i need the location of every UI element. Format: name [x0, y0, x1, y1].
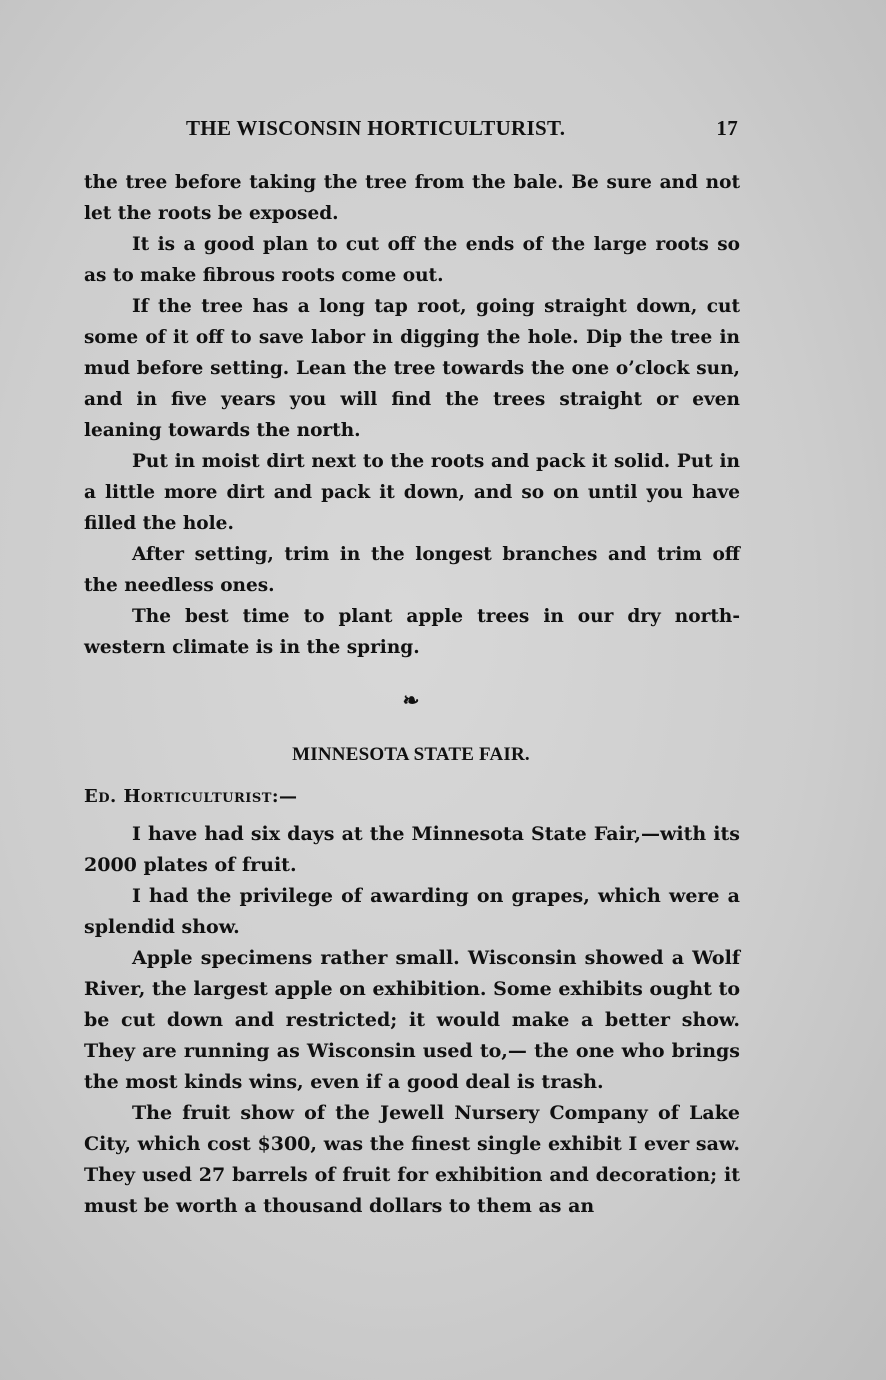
paragraph: The best time to plant apple trees in our dry north-western climate is in the spring.	[84, 606, 740, 658]
section-planting-text	[84, 167, 740, 663]
paragraph: The fruit show of the Jewell Nursery Company of Lake City, which cost $300, was the finest single exhibit I ever saw. They used 27 barrels of fruit for exhibition and decoration; it must be worth a thousand dollars to them as an	[84, 1102, 740, 1217]
section-heading: MINNESOTA STATE FAIR.	[292, 744, 530, 765]
salutation: Ed. Horticulturist:—	[84, 786, 298, 807]
running-head-title: THE WISCONSIN HORTICULTURIST.	[186, 116, 566, 140]
paragraph: If the tree has a long tap root, going straight down, cut some of it off to save labor in digging the hole. Dip the tree in mud before setting. Lean the tree towards the one o’clock sun, and in five years you will find the trees straight or even leaning towards the north.	[84, 296, 740, 441]
page-number: 17	[716, 116, 738, 140]
running-head	[186, 116, 746, 146]
paragraph: Put in moist dirt next to the roots and pack it solid. Put in a little more dirt and pack it down, and so on until you have filled the hole.	[84, 451, 740, 534]
paragraph: the tree before taking the tree from the bale. Be sure and not let the roots be exposed.	[84, 172, 740, 224]
paragraph: I had the privilege of awarding on grapes, which were a splendid show.	[84, 885, 740, 938]
ornament-icon: ❧	[402, 688, 420, 712]
paragraph: After setting, trim in the longest branches and trim off the needless ones.	[84, 544, 740, 596]
paragraph: I have had six days at the Minnesota State Fair,—with its 2000 plates of fruit.	[84, 823, 740, 876]
paragraph: Apple specimens rather small. Wisconsin showed a Wolf River, the largest apple on exhibition. Some exhibits ought to be cut down and restricted; it would make a better show. They are running as Wisconsin used to,— the one who brings the most kinds wins, even if a good deal is trash.	[84, 947, 740, 1093]
paragraph: It is a good plan to cut off the ends of the large roots so as to make fibrous roots come out.	[84, 234, 740, 286]
section-fair-text	[84, 819, 740, 1222]
